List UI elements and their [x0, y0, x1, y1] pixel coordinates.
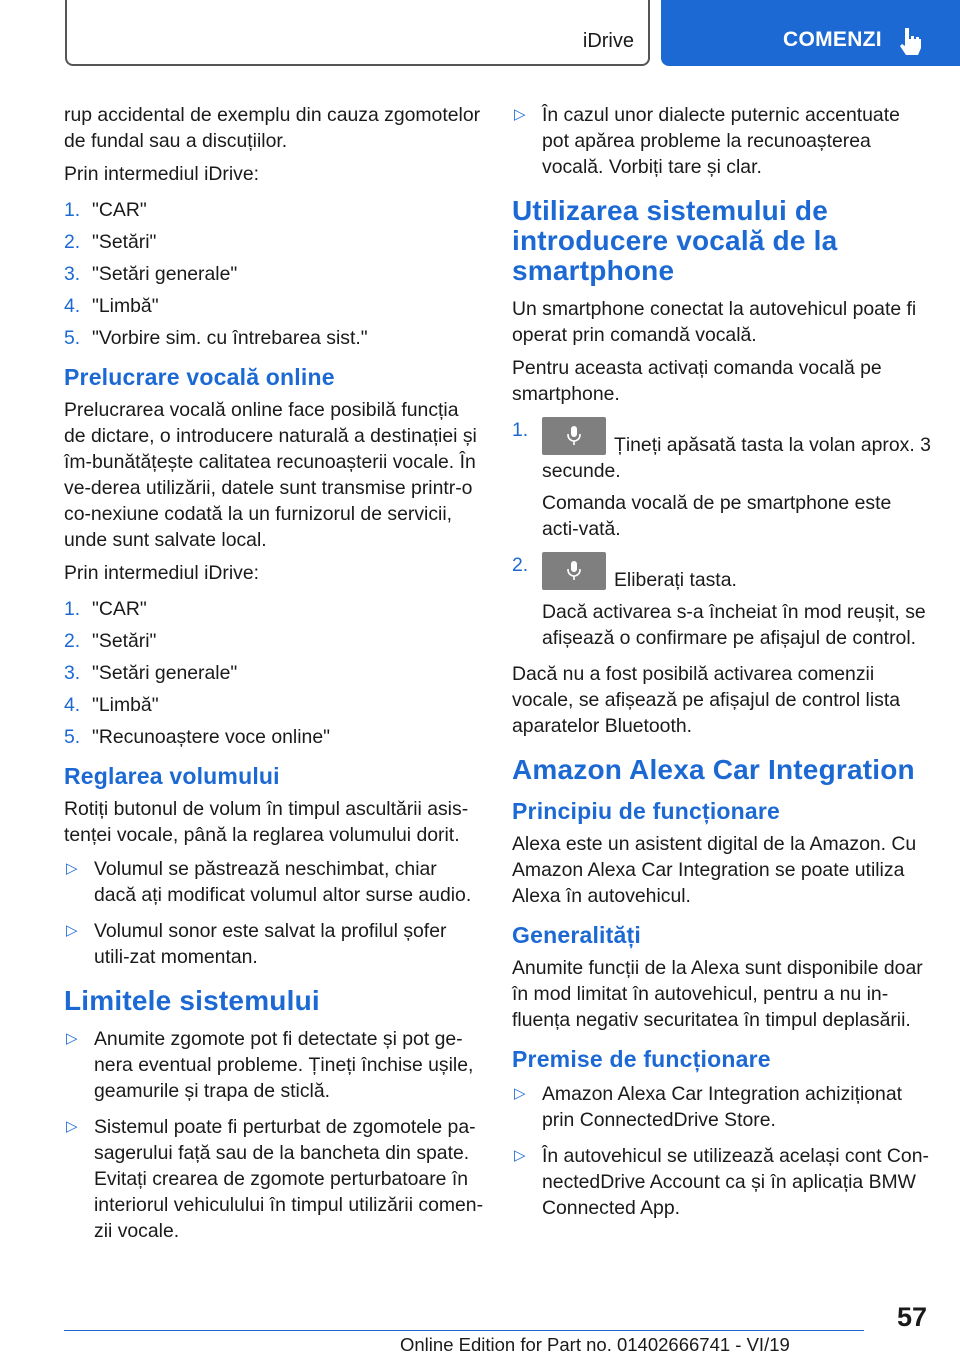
paragraph: Alexa este un asistent digital de la Amazon. Cu Amazon Alexa Car Integration se poate utiliza Alexa în autovehicul. — [512, 833, 917, 907]
tab-comenzi-label: COMENZI — [783, 28, 882, 51]
menu-path-item: "Setări generale" — [92, 263, 238, 285]
footer-divider — [64, 1330, 864, 1331]
list-item — [64, 325, 484, 351]
step-number: 2. — [64, 231, 81, 253]
triangle-bullet-icon: ▷ — [514, 1147, 526, 1164]
list-item — [512, 1143, 932, 1221]
section-heading: Principiu de funcționare — [512, 798, 781, 824]
chapter-heading: Amazon Alexa Car Integration — [512, 754, 915, 785]
section-heading: Reglarea volumului — [64, 763, 280, 789]
list-item — [64, 1026, 484, 1104]
microphone-icon — [566, 425, 582, 447]
chapter-heading: Limitele sistemului — [64, 985, 320, 1016]
bullet-text: Volumul se păstrează neschimbat, chiar dacă ați modificat volumul altor surse audio. — [94, 858, 472, 906]
list-item — [64, 918, 484, 970]
triangle-bullet-icon: ▷ — [66, 860, 78, 877]
triangle-bullet-icon: ▷ — [66, 1118, 78, 1135]
left-column — [64, 102, 484, 1256]
step-number: 5. — [64, 327, 81, 349]
bullet-text: Anumite zgomote pot fi detectate și pot ge‐nera eventual probleme. Țineți închise ușile, geamurile și trapa de sticlă. — [94, 1028, 474, 1102]
paragraph: Anumite funcții de la Alexa sunt disponibile doar în mod limitat în autovehicul, pentru a nu in‐fluența negativ securitatea în timpul deplasării. — [512, 957, 923, 1031]
menu-path-item: "Recunoaștere voce online" — [92, 726, 330, 748]
list-item — [64, 596, 484, 622]
microphone-button-icon — [542, 552, 606, 590]
bullet-text: Amazon Alexa Car Integration achiziționat prin ConnectedDrive Store. — [542, 1083, 903, 1131]
page-number: 57 — [897, 1302, 928, 1332]
step-number: 4. — [64, 694, 81, 716]
bullet-list — [64, 856, 484, 970]
step-number: 2. — [512, 554, 529, 576]
step-number: 5. — [64, 726, 81, 748]
section-heading: Prelucrare vocală online — [64, 364, 335, 390]
step-result: Dacă activarea s-a încheiat în mod reușit, se afișează o confirmare pe afișajul de control. — [542, 601, 926, 649]
paragraph: Pentru aceasta activați comanda vocală pe smartphone. — [512, 357, 882, 405]
step-number: 4. — [64, 295, 81, 317]
list-item — [64, 628, 484, 654]
menu-path-item: "Limbă" — [92, 295, 159, 317]
menu-path-item: "Setări" — [92, 630, 157, 652]
step-number: 1. — [512, 419, 529, 441]
menu-path-item: "Limbă" — [92, 694, 159, 716]
paragraph: Prin intermediul iDrive: — [64, 562, 260, 584]
paragraph: Un smartphone conectat la autovehicul poate fi operat prin comandă vocală. — [512, 298, 917, 346]
pointing-hand-icon — [897, 26, 923, 56]
tab-comenzi[interactable] — [661, 0, 960, 66]
triangle-bullet-icon: ▷ — [66, 1030, 78, 1047]
list-item — [512, 1081, 932, 1133]
list-item — [512, 417, 932, 542]
bullet-text: Sistemul poate fi perturbat de zgomotele pa‐sagerului față sau de la bancheta din spate. Evitați crearea de zgomote perturbatoare în interiorul vehiculului în timpul utilizării comen‐zii vocale. — [94, 1116, 484, 1242]
edition-text: Online Edition for Part no. 01402666741 - VI/19 — [400, 1334, 790, 1355]
paragraph: rup accidental de exemplu din cauza zgomotelor de fundal sau a discuțiilor. — [64, 104, 481, 152]
menu-path-item: "Vorbire sim. cu întrebarea sist." — [92, 327, 368, 349]
step-result: Comanda vocală de pe smartphone este acti‐vată. — [542, 492, 892, 540]
microphone-button-icon — [542, 417, 606, 455]
paragraph: Prin intermediul iDrive: — [64, 163, 260, 185]
list-item — [64, 692, 484, 718]
menu-path-item: "Setări" — [92, 231, 157, 253]
list-item — [64, 724, 484, 750]
idrive-path-list — [64, 596, 484, 750]
steps-list — [512, 417, 932, 651]
tab-idrive[interactable] — [65, 0, 650, 66]
tab-idrive-label: iDrive — [582, 30, 634, 52]
bullet-list — [512, 1081, 932, 1221]
list-item — [512, 552, 932, 651]
step-number: 3. — [64, 662, 81, 684]
paragraph: Prelucrarea vocală online face posibilă funcția de dictare, o introducere naturală a destinației și îm‐bunătățește calitatea recunoașterii vocale. În ve‐derea utilizării, datele sunt transmise printr-o co‐nexiune codată la un furnizorul de servicii, unde sunt salvate local. — [64, 399, 477, 551]
menu-path-item: "CAR" — [92, 598, 147, 620]
paragraph: Dacă nu a fost posibilă activarea comenzii vocale, se afișează pe afișajul de control lista aparatelor Bluetooth. — [512, 663, 901, 737]
idrive-path-list — [64, 197, 484, 351]
right-column — [512, 102, 932, 1233]
step-text: Țineți apăsată tasta la volan aprox. 3 secunde. — [542, 434, 931, 482]
bullet-text: În autovehicul se utilizează același cont Con‐nectedDrive Account ca și în aplicația BMW Connected App. — [542, 1145, 929, 1219]
list-item — [64, 197, 484, 223]
menu-path-item: "CAR" — [92, 199, 147, 221]
step-text: Eliberați tasta. — [614, 569, 737, 591]
list-item — [512, 102, 932, 180]
step-number: 3. — [64, 263, 81, 285]
list-item — [64, 1114, 484, 1244]
paragraph: Rotiți butonul de volum în timpul ascultării asis‐tenței vocale, până la reglarea volumului dorit. — [64, 798, 469, 846]
footer-edition — [400, 1334, 790, 1356]
list-item — [64, 261, 484, 287]
microphone-icon — [566, 560, 582, 582]
list-item — [64, 660, 484, 686]
step-number: 1. — [64, 199, 81, 221]
page-header — [0, 0, 960, 66]
list-item — [64, 293, 484, 319]
triangle-bullet-icon: ▷ — [66, 922, 78, 939]
bullet-text: În cazul unor dialecte puternic accentuate pot apărea probleme la recunoașterea vocală. Vorbiți tare și clar. — [542, 104, 900, 178]
triangle-bullet-icon: ▷ — [514, 1085, 526, 1102]
step-number: 1. — [64, 598, 81, 620]
section-heading: Premise de funcționare — [512, 1046, 771, 1072]
section-heading: Generalități — [512, 922, 641, 948]
bullet-list — [512, 102, 932, 180]
bullet-list — [64, 1026, 484, 1244]
list-item — [64, 229, 484, 255]
menu-path-item: "Setări generale" — [92, 662, 238, 684]
list-item — [64, 856, 484, 908]
triangle-bullet-icon: ▷ — [514, 106, 526, 123]
bullet-text: Volumul sonor este salvat la profilul șofer utili‐zat momentan. — [94, 920, 447, 968]
step-number: 2. — [64, 630, 81, 652]
chapter-heading: Utilizarea sistemului de introducere vocală de la smartphone — [512, 195, 838, 286]
